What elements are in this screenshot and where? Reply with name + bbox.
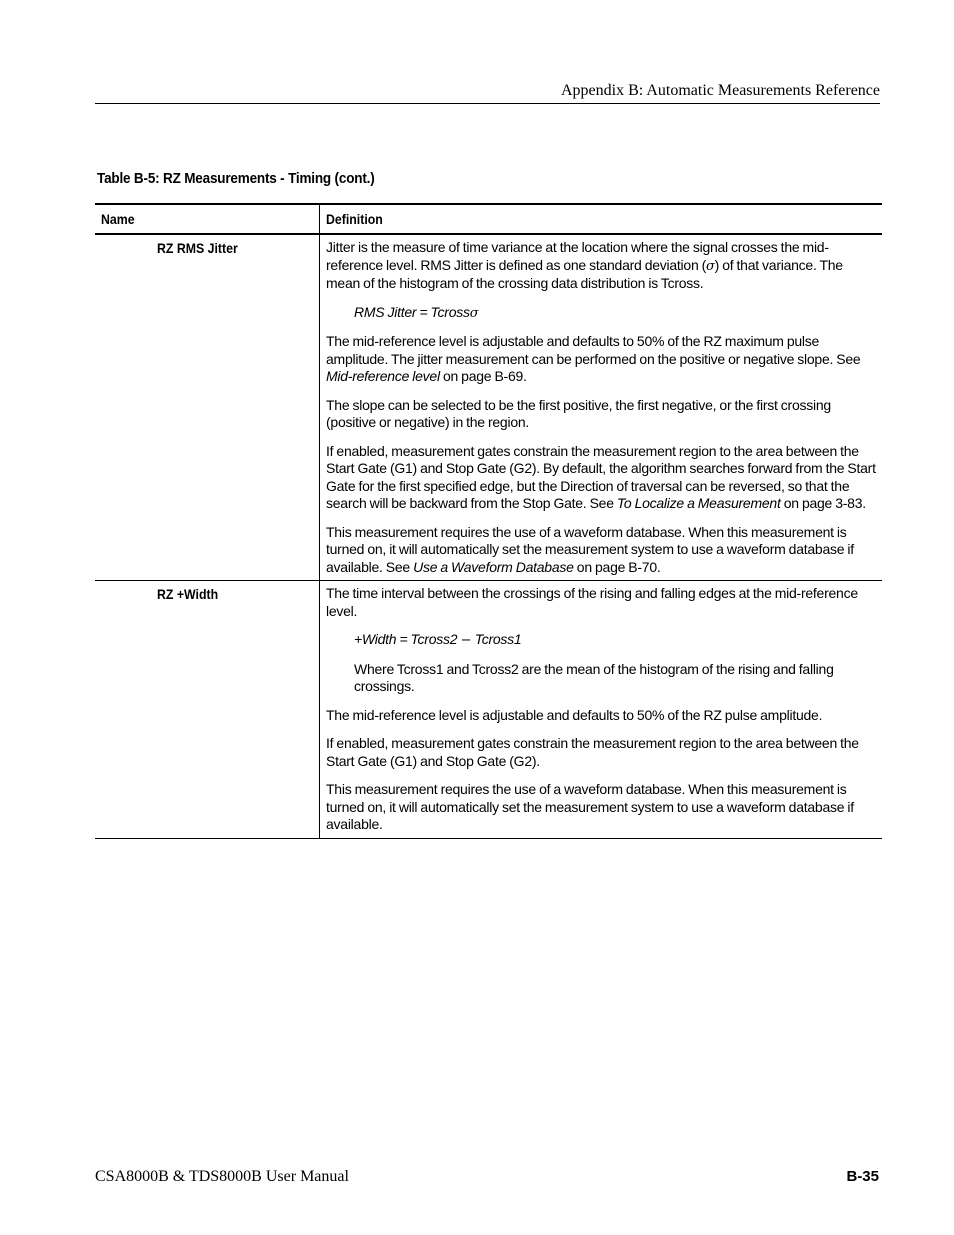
column-header-name-label: Name: [101, 211, 135, 227]
formula-text: Tcross1: [474, 631, 522, 647]
definition-paragraph: If enabled, measurement gates constrain the measurement region to the area between the Start Gate (G1) and Stop Gate (G2).: [326, 735, 859, 769]
footer-manual-title: CSA8000B & TDS8000B User Manual: [95, 1168, 349, 1185]
cross-reference: Use a Waveform Database: [413, 558, 574, 575]
cross-reference: Mid-reference level: [326, 368, 440, 384]
cross-reference: To Localize a Measurement: [616, 495, 781, 511]
definition-text: Jitter is the measure of time variance at the location where the signal crosses the mid-reference level. RMS Jitter is defined as one standard deviation (: [326, 239, 829, 273]
definition-paragraph: [326, 333, 878, 386]
column-header-definition-label: Definition: [326, 211, 383, 227]
running-header: Appendix B: Automatic Measurements Reference: [560, 82, 880, 99]
sigma-symbol: σ: [706, 258, 715, 274]
sigma-symbol: σ: [469, 305, 479, 321]
definition-text: The mid-reference level is adjustable and defaults to 50% of the RZ maximum pulse amplitude. The jitter measurement can be performed on the positive or negative slope. See: [326, 333, 861, 367]
measurement-definition-cell: [320, 581, 882, 838]
header-rule: [95, 103, 880, 104]
definition-paragraph: [326, 443, 878, 513]
definition-text: If enabled, measurement gates constrain the measurement region to the area between the Start Gate (G1) and Stop Gate (G2). By default, the algorithm searches forward from the Start Gate for the first specified edge, but the Direction of traversal can be reversed, so that the search will be backward from the Stop Gate. See: [326, 442, 876, 511]
formula: [354, 304, 878, 323]
definition-paragraph: The mid-reference level is adjustable and defaults to 50% of the RZ pulse amplitude.: [326, 706, 823, 723]
formula: [354, 631, 878, 650]
definition-text: on page B-69.: [439, 368, 527, 384]
definition-text: This measurement requires the use of a waveform database. When this measurement is turned on, it will automatically set the measurement system to use a waveform database if available. See: [326, 523, 854, 575]
definition-paragraph: The time interval between the crossings of the rising and falling edges at the mid-reference level.: [326, 585, 858, 619]
measurement-name: RZ RMS Jitter: [157, 240, 238, 256]
measurement-name-cell: [95, 235, 320, 580]
formula-explanation: Where Tcross1 and Tcross2 are the mean of the histogram of the rising and falling crossings.: [354, 660, 834, 694]
table-row: [95, 581, 882, 838]
table-caption: Table B-5: RZ Measurements - Timing (cont.): [97, 170, 375, 187]
column-header-definition: [320, 205, 882, 233]
definition-paragraph: The slope can be selected to be the first positive, the first negative, or the first crossing (positive or negative) in the region.: [326, 396, 831, 430]
definition-paragraph: [326, 524, 878, 577]
formula-text: RMS Jitter = Tcross: [354, 303, 470, 320]
measurement-name: RZ +Width: [157, 586, 219, 602]
definition-text: ) of that variance. The mean of the histogram of the crossing data distribution is Tcross.: [326, 256, 843, 291]
definition-text: on page B-70.: [573, 558, 661, 575]
formula-text: +Width = Tcross2: [354, 631, 458, 647]
minus-symbol: −: [457, 633, 475, 648]
definition-text: on page 3-83.: [780, 495, 866, 511]
measurements-table: [95, 203, 882, 839]
table-row: [95, 235, 882, 581]
definition-paragraph: This measurement requires the use of a waveform database. When this measurement is turned on, it will automatically set the measurement system to use a waveform database if available.: [326, 781, 854, 832]
footer-page-number: B-35: [846, 1168, 879, 1185]
table-header-row: [95, 205, 882, 235]
column-header-name: [95, 205, 320, 233]
measurement-name-cell: [95, 581, 320, 838]
definition-paragraph: [326, 239, 878, 293]
measurement-definition-cell: [320, 235, 882, 580]
